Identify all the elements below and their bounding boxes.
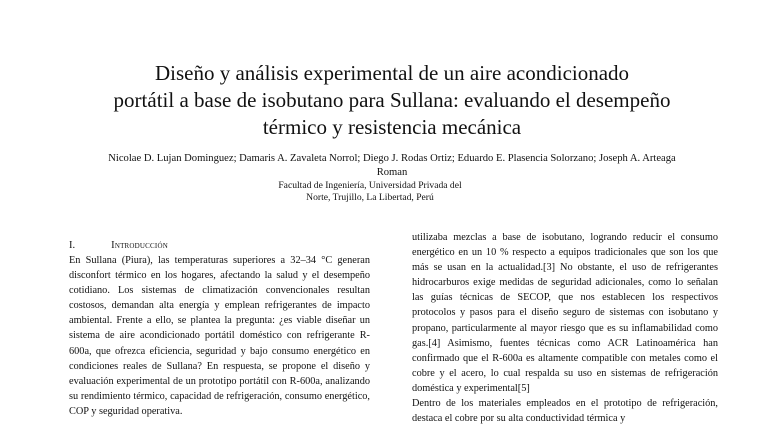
title-line: portátil a base de isobutano para Sullana: evaluando el desempeño (113, 88, 671, 112)
title-line: térmico y resistencia mecánica (262, 115, 522, 139)
left-column (69, 238, 370, 419)
author-list: Nicolae D. Lujan Dominguez; Damaris A. Zavaleta Norrol; Diego J. Rodas Ortiz; Eduardo E. Plasencia Solorzano; Joseph A. Arteaga Roman (108, 153, 676, 178)
affiliation (250, 180, 490, 204)
affiliation-line: Facultad de Ingeniería, Universidad Privada del (278, 180, 462, 191)
intro-paragraph: En Sullana (Piura), las temperaturas superiores a 32–34 °C generan disconfort térmico en los hogares, afectando la salud y el desempeño cotidiano. Los sistemas de climatización convencionales resultan costosos, demandan alta energía y emplean refrigerantes de impacto ambiental. Frente a ello, se plantea la pregunta: ¿es viable diseñar un sistema de aire acondicionado portátil doméstico con refrigerante R-600a, que ofrezca eficiencia, seguridad y bajo consumo energético en condiciones reales de Sullana? En respuesta, se propone el diseño y evaluación experimental de un prototipo portátil con R-600a, analizando su rendimiento térmico, capacidad de refrigeración, consumo energético, COP y seguridad operativa. (69, 255, 370, 417)
title-line: Diseño y análisis experimental de un aire acondicionado (154, 61, 630, 85)
section-heading (69, 238, 370, 253)
paper-title (60, 60, 724, 141)
body-paragraph: Dentro de los materiales empleados en el prototipo de refrigeración, destaca el cobre por su alta conductividad térmica y (412, 398, 718, 425)
section-title: Introducción (111, 240, 168, 251)
body-paragraph: utilizaba mezclas a base de isobutano, logrando reducir el consumo energético en un 10 % respecto a equipos tradicionales que son los que más se usan en la actualidad.[3] No obstante, el uso de refrigerantes hidrocarburos exige medidas de seguridad adicionales, como lo señalan las guías técnicas de SECOP, que nos establecen los respectivos protocolos y pasos para el diseño seguro de sistemas con isobutano y propano, particularmente al mayor riesgo que es su inflamabilidad como gas.[4] Asimismo, fuentes técnicas como ACR Latinoamérica han confirmado que el R-600a es altamente compatible con metales como el cobre y el acero, lo cual respalda su uso en sistemas de refrigeración doméstica y experimental[5] (412, 232, 718, 394)
affiliation-line: Norte, Trujillo, La Libertad, Perú (306, 192, 434, 203)
section-number: I. (69, 240, 76, 251)
right-column (412, 230, 718, 426)
